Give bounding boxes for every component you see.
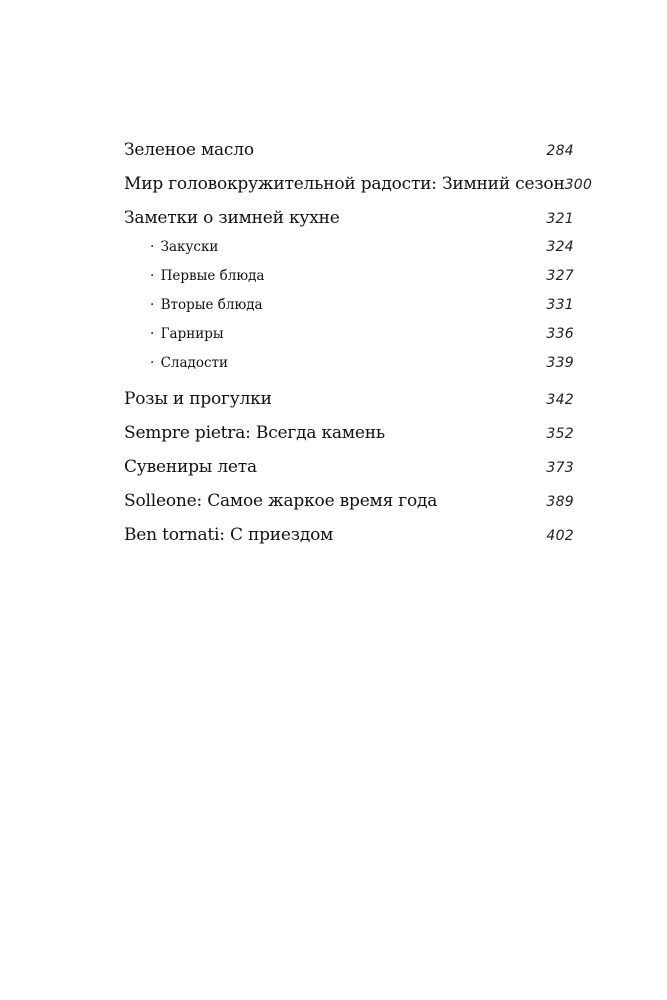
toc-entry-title: Sempre pietra: Всегда камень — [124, 423, 385, 443]
toc-subentry-label: Вторые блюда — [160, 297, 263, 313]
toc-entry-page: 402 — [546, 528, 574, 544]
bullet-marker: · — [150, 355, 155, 371]
toc-entry-title: Ben tornati: С приездом — [124, 525, 334, 545]
toc-subentry-title — [150, 297, 263, 313]
toc-entry-page: 284 — [546, 143, 574, 159]
toc-subentry — [124, 326, 574, 355]
bullet-marker: · — [150, 297, 155, 313]
toc-subentry-label: Закуски — [160, 239, 219, 255]
toc-entry-title: Розы и прогулки — [124, 389, 272, 409]
toc-subentry-title — [150, 268, 264, 284]
bullet-marker: · — [150, 239, 155, 255]
bullet-marker: · — [150, 326, 155, 342]
toc-entry — [124, 140, 574, 174]
toc-entry-title: Сувениры лета — [124, 457, 257, 477]
toc-subentry-page: 331 — [546, 297, 574, 313]
toc-entry-page: 373 — [546, 460, 574, 476]
toc-subentry-page: 339 — [546, 355, 574, 371]
bullet-marker: · — [150, 268, 155, 284]
toc-entry-page: 352 — [546, 426, 574, 442]
toc-entry-page: 300 — [564, 177, 593, 193]
toc-subentry-page: 327 — [546, 268, 574, 284]
toc-subentry — [124, 297, 574, 326]
toc-entry — [124, 457, 574, 491]
toc-subentry-title — [150, 239, 218, 255]
toc-subentry-label: Сладости — [160, 355, 229, 371]
toc-subentry-title — [150, 355, 228, 371]
toc-subentry-title — [150, 326, 224, 342]
toc-entry-page: 321 — [546, 211, 574, 227]
toc-entry-page: 342 — [546, 392, 574, 408]
toc-entry — [124, 208, 574, 242]
toc-subentry-label: Первые блюда — [160, 268, 265, 284]
toc-entry-title: Мир головокружительной радости: Зимний сезон — [124, 174, 565, 194]
toc-entry-title: Зеленое масло — [124, 140, 254, 160]
toc-entry-page: 389 — [546, 494, 574, 510]
toc-entry — [124, 491, 574, 525]
toc-subentry-label: Гарниры — [160, 326, 224, 342]
toc-subentry — [124, 355, 574, 384]
toc-subentry-page: 336 — [546, 326, 574, 342]
toc-subentry — [124, 239, 574, 268]
toc-entry — [124, 174, 593, 208]
toc-subentry — [124, 268, 574, 297]
toc-entry — [124, 423, 574, 457]
toc-entry-title: Заметки о зимней кухне — [124, 208, 340, 228]
toc-entry — [124, 525, 574, 559]
toc-subentry-page: 324 — [546, 239, 574, 255]
table-of-contents — [124, 140, 593, 559]
toc-entry — [124, 389, 574, 423]
toc-entry-title: Solleone: Самое жаркое время года — [124, 491, 438, 511]
